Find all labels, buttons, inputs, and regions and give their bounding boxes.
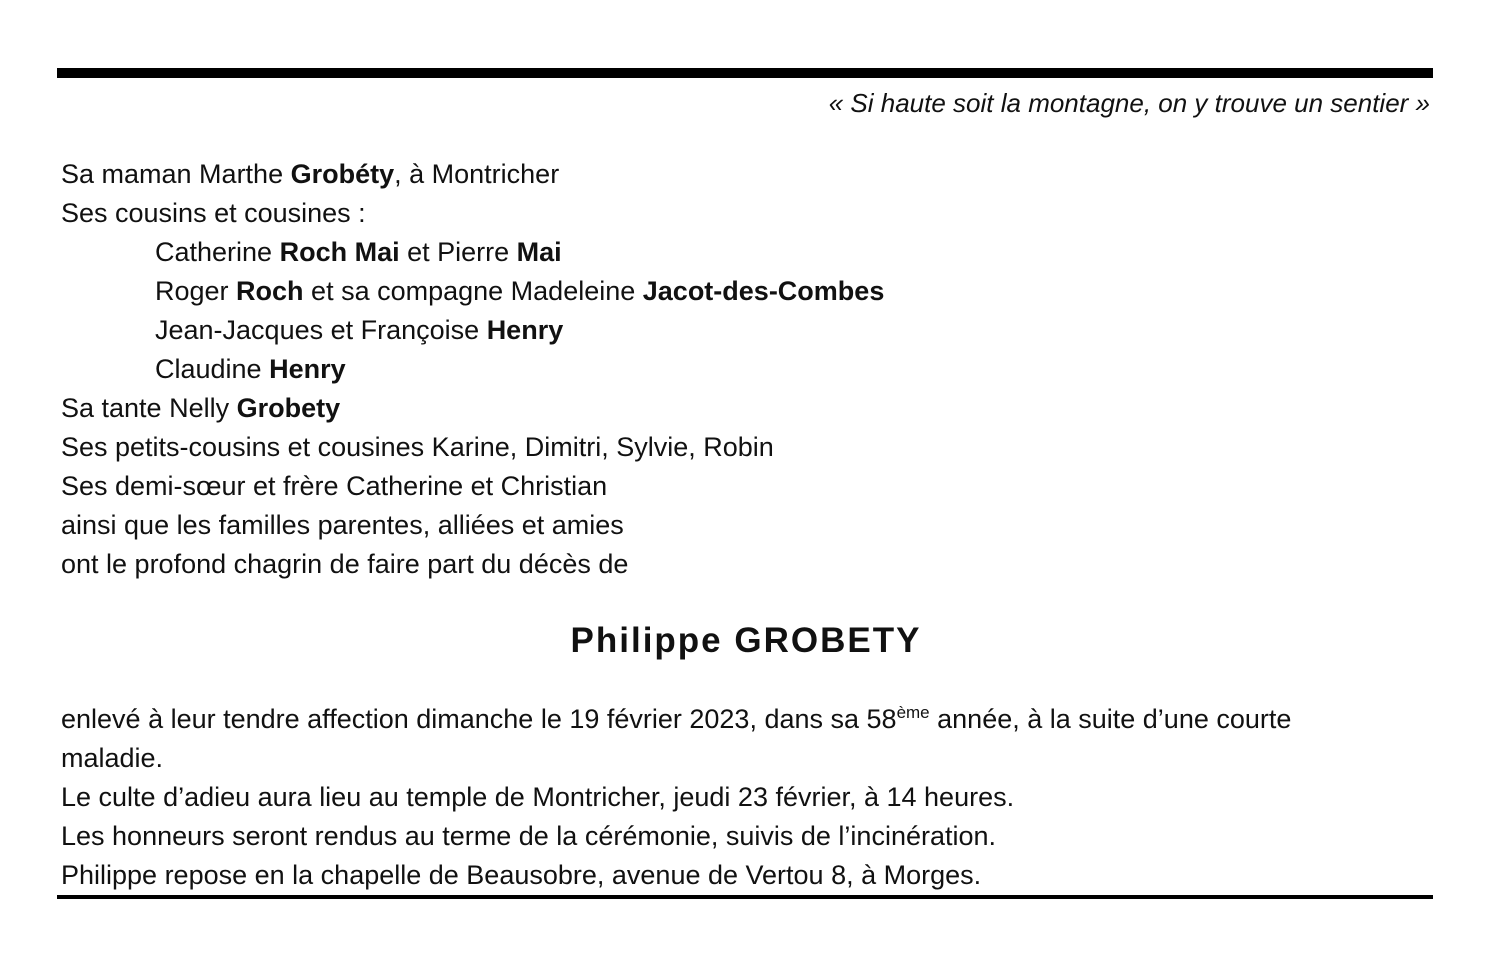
top-rule (57, 68, 1433, 78)
honours-line: Les honneurs seront rendus au terme de la cérémonie, suivis de l’incinération. (61, 821, 997, 851)
cousin-line: Roger Roch et sa compagne Madeleine Jacot-des-Combes (155, 276, 885, 306)
ordinal-suffix: ème (896, 703, 930, 722)
resting-place-line: Philippe repose en la chapelle de Beausobre, avenue de Vertou 8, à Morges. (61, 860, 982, 890)
bottom-rule (57, 895, 1433, 899)
announcement-line: ont le profond chagrin de faire part du décès de (61, 549, 629, 579)
passing-line: enlevé à leur tendre affection dimanche le 19 février 2023, dans sa 58ème année, à la suite d’une courte (61, 703, 1292, 734)
cousins-heading: Ses cousins et cousines : (61, 198, 366, 228)
deceased-name: Philippe GROBETY (570, 621, 922, 660)
aunt-line: Sa tante Nelly Grobety (61, 393, 341, 423)
cousin-line: Claudine Henry (155, 354, 346, 384)
family-list (61, 155, 884, 584)
families-line: ainsi que les familles parentes, alliées et amies (61, 510, 624, 540)
aunt-surname: Grobety (236, 393, 341, 423)
funeral-details (61, 700, 1433, 895)
ceremony-line: Le culte d’adieu aura lieu au temple de Montricher, jeudi 23 février, à 14 heures. (61, 782, 1015, 812)
mother-line: Sa maman Marthe Grobéty, à Montricher (61, 159, 560, 189)
second-cousins-line: Ses petits-cousins et cousines Karine, Dimitri, Sylvie, Robin (61, 432, 774, 462)
cousin-line: Jean-Jacques et Françoise Henry (155, 315, 564, 345)
half-siblings-line: Ses demi-sœur et frère Catherine et Christian (61, 471, 608, 501)
passing-line-continued: maladie. (61, 743, 164, 773)
mother-surname: Grobéty (290, 159, 395, 189)
epigraph-quote: « Si haute soit la montagne, on y trouve un sentier » (828, 88, 1430, 118)
cousin-line: Catherine Roch Mai et Pierre Mai (155, 237, 562, 267)
